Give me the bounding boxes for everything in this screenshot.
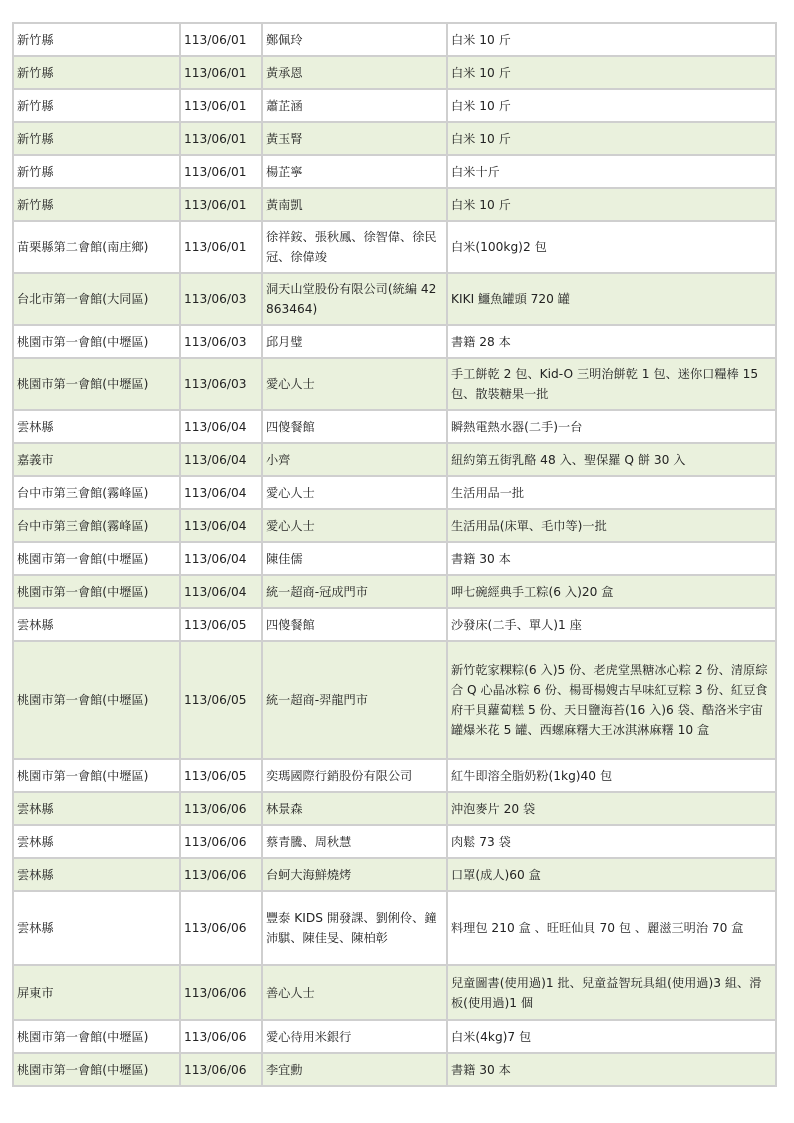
cell-items: 兒童圖書(使用過)1 批、兒童益智玩具組(使用過)3 組、滑板(使用過)1 個 [447, 965, 776, 1020]
cell-location: 雲林縣 [13, 858, 180, 891]
cell-date: 113/06/06 [180, 825, 262, 858]
table-row [13, 891, 776, 965]
cell-date: 113/06/06 [180, 858, 262, 891]
table-row [13, 641, 776, 759]
table-row [13, 23, 776, 56]
table-row [13, 825, 776, 858]
cell-location: 桃園市第一會館(中壢區) [13, 759, 180, 792]
cell-donor: 蕭芷涵 [262, 89, 447, 122]
cell-items: 書籍 30 本 [447, 1053, 776, 1086]
cell-items: 生活用品(床單、毛巾等)一批 [447, 509, 776, 542]
cell-date: 113/06/06 [180, 891, 262, 965]
table-row [13, 188, 776, 221]
cell-items: 白米 10 斤 [447, 188, 776, 221]
cell-items: KIKI 鱷魚罐頭 720 罐 [447, 273, 776, 325]
cell-donor: 楊芷寧 [262, 155, 447, 188]
cell-date: 113/06/01 [180, 56, 262, 89]
cell-items: 手工餅乾 2 包、Kid-O 三明治餅乾 1 包、迷你口糧棒 15 包、散裝糖果一批 [447, 358, 776, 410]
cell-date: 113/06/01 [180, 23, 262, 56]
table-row [13, 509, 776, 542]
cell-date: 113/06/04 [180, 509, 262, 542]
donation-table-body [13, 23, 776, 1086]
cell-date: 113/06/06 [180, 792, 262, 825]
cell-location: 新竹縣 [13, 188, 180, 221]
table-row [13, 542, 776, 575]
cell-items: 肉鬆 73 袋 [447, 825, 776, 858]
cell-date: 113/06/01 [180, 89, 262, 122]
table-row [13, 858, 776, 891]
cell-date: 113/06/06 [180, 1020, 262, 1053]
donation-table-container [12, 22, 775, 1087]
cell-location: 雲林縣 [13, 410, 180, 443]
cell-items: 書籍 28 本 [447, 325, 776, 358]
cell-location: 新竹縣 [13, 56, 180, 89]
cell-donor: 奕瑪國際行銷股份有限公司 [262, 759, 447, 792]
table-row [13, 56, 776, 89]
cell-location: 桃園市第一會館(中壢區) [13, 575, 180, 608]
cell-donor: 邱月璧 [262, 325, 447, 358]
table-row [13, 89, 776, 122]
cell-items: 白米 10 斤 [447, 23, 776, 56]
cell-donor: 洞天山堂股份有限公司(統編 42863464) [262, 273, 447, 325]
cell-donor: 鄭佩玲 [262, 23, 447, 56]
cell-date: 113/06/04 [180, 575, 262, 608]
cell-location: 嘉義市 [13, 443, 180, 476]
cell-date: 113/06/04 [180, 542, 262, 575]
table-row [13, 965, 776, 1020]
cell-donor: 台蚵大海鮮燒烤 [262, 858, 447, 891]
table-row [13, 792, 776, 825]
cell-date: 113/06/06 [180, 1053, 262, 1086]
cell-items: 紐約第五街乳酪 48 入、聖保羅 Q 餅 30 入 [447, 443, 776, 476]
cell-donor: 四傻餐館 [262, 410, 447, 443]
cell-date: 113/06/05 [180, 641, 262, 759]
cell-items: 書籍 30 本 [447, 542, 776, 575]
cell-date: 113/06/03 [180, 325, 262, 358]
cell-items: 白米 10 斤 [447, 122, 776, 155]
cell-location: 雲林縣 [13, 891, 180, 965]
cell-location: 桃園市第一會館(中壢區) [13, 542, 180, 575]
cell-location: 桃園市第一會館(中壢區) [13, 358, 180, 410]
cell-donor: 黃承恩 [262, 56, 447, 89]
cell-location: 台中市第三會館(霧峰區) [13, 509, 180, 542]
table-row [13, 273, 776, 325]
cell-location: 桃園市第一會館(中壢區) [13, 325, 180, 358]
cell-location: 屏東市 [13, 965, 180, 1020]
table-row [13, 608, 776, 641]
cell-date: 113/06/04 [180, 410, 262, 443]
cell-items: 沖泡麥片 20 袋 [447, 792, 776, 825]
cell-location: 苗栗縣第二會館(南庄鄉) [13, 221, 180, 273]
cell-donor: 四傻餐館 [262, 608, 447, 641]
cell-donor: 黃南凱 [262, 188, 447, 221]
cell-date: 113/06/06 [180, 965, 262, 1020]
table-row [13, 122, 776, 155]
cell-donor: 林景森 [262, 792, 447, 825]
cell-location: 桃園市第一會館(中壢區) [13, 641, 180, 759]
table-row [13, 1053, 776, 1086]
cell-location: 雲林縣 [13, 608, 180, 641]
cell-donor: 豐泰 KIDS 開發課、劉俐伶、鐘沛騏、陳佳旻、陳柏彰 [262, 891, 447, 965]
table-row [13, 325, 776, 358]
cell-date: 113/06/04 [180, 443, 262, 476]
cell-donor: 小齊 [262, 443, 447, 476]
cell-items: 口罩(成人)60 盒 [447, 858, 776, 891]
table-row [13, 221, 776, 273]
donation-table [12, 22, 777, 1087]
cell-items: 白米(100kg)2 包 [447, 221, 776, 273]
table-row [13, 155, 776, 188]
cell-location: 雲林縣 [13, 825, 180, 858]
cell-items: 料理包 210 盒 、旺旺仙貝 70 包 、麗滋三明治 70 盒 [447, 891, 776, 965]
cell-donor: 李宜勳 [262, 1053, 447, 1086]
cell-location: 雲林縣 [13, 792, 180, 825]
cell-donor: 蔡青騰、周秋慧 [262, 825, 447, 858]
cell-donor: 愛心人士 [262, 358, 447, 410]
cell-date: 113/06/01 [180, 188, 262, 221]
table-row [13, 575, 776, 608]
cell-donor: 黃玉腎 [262, 122, 447, 155]
cell-donor: 統一超商-羿龍門市 [262, 641, 447, 759]
cell-items: 沙發床(二手、單人)1 座 [447, 608, 776, 641]
cell-donor: 陳佳儒 [262, 542, 447, 575]
cell-items: 白米(4kg)7 包 [447, 1020, 776, 1053]
cell-items: 白米十斤 [447, 155, 776, 188]
cell-donor: 愛心待用米銀行 [262, 1020, 447, 1053]
table-row [13, 476, 776, 509]
cell-donor: 統一超商-冠成門市 [262, 575, 447, 608]
cell-location: 新竹縣 [13, 122, 180, 155]
cell-items: 新竹乾家粿粽(6 入)5 份、老虎堂黑糖冰心粽 2 份、清原綜合 Q 心晶冰粽 6 份、楊哥楊嫂古早味紅豆粽 3 份、紅豆食府干貝蘿蔔糕 5 份、天日鹽海苔(16 入)6 袋、酷洛米宇宙罐爆米花 5 罐、西螺麻糬大王冰淇淋麻糬 10 盒 [447, 641, 776, 759]
cell-date: 113/06/01 [180, 155, 262, 188]
cell-date: 113/06/03 [180, 273, 262, 325]
cell-items: 白米 10 斤 [447, 89, 776, 122]
table-row [13, 759, 776, 792]
cell-items: 呷七碗經典手工粽(6 入)20 盒 [447, 575, 776, 608]
cell-date: 113/06/01 [180, 221, 262, 273]
table-row [13, 443, 776, 476]
cell-location: 新竹縣 [13, 155, 180, 188]
cell-location: 台中市第三會館(霧峰區) [13, 476, 180, 509]
cell-location: 桃園市第一會館(中壢區) [13, 1020, 180, 1053]
cell-donor: 愛心人士 [262, 509, 447, 542]
cell-items: 瞬熱電熱水器(二手)一台 [447, 410, 776, 443]
cell-location: 台北市第一會館(大同區) [13, 273, 180, 325]
table-row [13, 358, 776, 410]
cell-donor: 徐祥銨、張秋鳳、徐智偉、徐民冠、徐偉竣 [262, 221, 447, 273]
cell-location: 桃園市第一會館(中壢區) [13, 1053, 180, 1086]
cell-donor: 善心人士 [262, 965, 447, 1020]
cell-items: 生活用品一批 [447, 476, 776, 509]
cell-date: 113/06/04 [180, 476, 262, 509]
cell-date: 113/06/05 [180, 608, 262, 641]
cell-date: 113/06/03 [180, 358, 262, 410]
table-row [13, 410, 776, 443]
cell-donor: 愛心人士 [262, 476, 447, 509]
cell-date: 113/06/01 [180, 122, 262, 155]
cell-date: 113/06/05 [180, 759, 262, 792]
cell-items: 白米 10 斤 [447, 56, 776, 89]
table-row [13, 1020, 776, 1053]
cell-location: 新竹縣 [13, 23, 180, 56]
cell-items: 紅牛即溶全脂奶粉(1kg)40 包 [447, 759, 776, 792]
cell-location: 新竹縣 [13, 89, 180, 122]
